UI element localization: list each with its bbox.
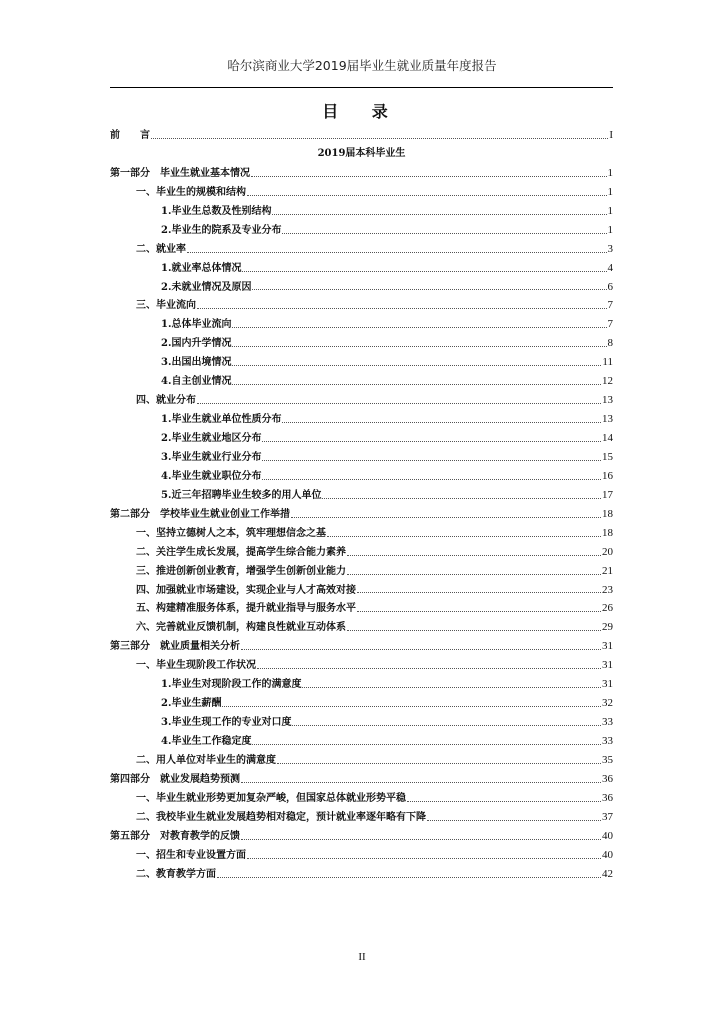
toc-entry[interactable] [110,467,613,486]
leader-dots [357,584,601,593]
toc-entry-page: 23 [602,583,613,596]
toc-entry-label: 二、关注学生成长发展，提高学生综合能力素养 [136,546,346,558]
toc-entry[interactable] [110,240,613,259]
toc-entry-page: 36 [602,772,613,785]
leader-dots [277,755,601,764]
toc-entry-page: 33 [602,716,613,729]
toc-entry-page: 17 [602,488,613,501]
toc-entry-label: 1.毕业生就业单位性质分布 [161,414,282,426]
toc-entry[interactable] [110,505,613,524]
leader-dots [282,225,606,234]
toc-entry-page: 37 [602,810,613,823]
leader-dots [252,736,601,745]
leader-dots [407,793,601,802]
toc-entry[interactable] [110,410,613,429]
toc-entry-label: 3.毕业生就业行业分布 [161,451,262,463]
toc-entry[interactable] [110,315,613,334]
toc-entry-label: 前 言 [110,130,150,141]
toc-entry-label: 第二部分 学校毕业生就业创业工作举措 [110,508,290,520]
leader-dots [262,433,601,442]
toc-entry[interactable] [110,543,613,562]
toc-entry-page: 13 [602,394,613,407]
toc-entry-page: 18 [602,526,613,539]
leader-dots [232,376,601,385]
toc-entry-page: 13 [602,413,613,426]
header-divider [110,87,613,88]
toc-entry[interactable] [110,486,613,505]
leader-dots [241,641,601,650]
toc-entry-page: 1 [607,166,613,179]
leader-dots [282,414,601,423]
toc-entry-page: 18 [602,507,613,520]
toc-entry-label: 六、完善就业反馈机制，构建良性就业互动体系 [136,622,346,634]
leader-dots [247,187,607,196]
leader-dots [427,812,601,821]
toc-entry[interactable] [110,751,613,770]
toc-entry[interactable] [110,562,613,581]
leader-dots [222,698,601,707]
table-of-contents [110,126,613,884]
toc-entry-page: 11 [602,356,613,369]
toc-entry-page: 31 [602,659,613,672]
toc-entry-label: 1.毕业生对现阶段工作的满意度 [161,679,302,691]
toc-entry[interactable] [110,448,613,467]
leader-dots [257,660,601,669]
toc-entry[interactable] [110,827,613,846]
toc-entry[interactable] [110,846,613,865]
toc-entry-label: 四、就业分布 [136,395,196,407]
toc-entry[interactable] [110,221,613,240]
toc-entry-page: 7 [607,299,613,312]
leader-dots [291,509,601,518]
toc-title: 目 录 [322,102,402,121]
toc-entry-label: 5.近三年招聘毕业生较多的用人单位 [161,489,322,501]
leader-dots [217,869,601,878]
toc-entry-page: 40 [602,848,613,861]
leader-dots [302,679,601,688]
toc-entry[interactable] [110,259,613,278]
running-header: 哈尔滨商业大学2019届毕业生就业质量年度报告 [227,58,497,73]
toc-entry-label: 一、毕业生的规模和结构 [136,186,246,198]
leader-dots [322,490,601,499]
toc-entry-page: 1 [607,223,613,236]
toc-entry-label: 第一部分 毕业生就业基本情况 [110,167,250,179]
toc-entry[interactable] [110,296,613,315]
toc-entry-label: 3.出国出境情况 [161,357,232,369]
toc-entry-page: 14 [602,432,613,444]
toc-entry[interactable] [110,618,613,637]
toc-entry[interactable] [110,164,613,183]
leader-dots [251,168,607,177]
leader-dots [232,338,606,347]
toc-entry-label: 4.毕业生工作稳定度 [161,736,252,747]
leader-dots [187,244,607,253]
leader-dots [357,603,601,612]
toc-entry-preface[interactable] [110,126,613,145]
leader-dots [197,395,601,404]
toc-entry-label: 三、推进创新创业教育，增强学生创新创业能力 [136,565,346,577]
toc-entry-label: 一、坚持立德树人之本，筑牢理想信念之基 [136,527,326,539]
toc-entry-label: 2.毕业生薪酬 [161,698,222,710]
toc-entry-label: 2.国内升学情况 [161,338,232,350]
toc-entry[interactable] [110,770,613,789]
toc-entry[interactable] [110,581,613,600]
leader-dots [347,566,601,575]
leader-dots [347,547,601,556]
toc-entry-label: 二、用人单位对毕业生的满意度 [136,754,276,766]
toc-entry-page: 36 [602,791,613,804]
toc-entry-label: 二、就业率 [136,243,186,255]
toc-entry[interactable] [110,865,613,884]
leader-dots [292,717,601,726]
toc-entry-label: 2.毕业生就业地区分布 [161,433,262,444]
toc-entry-label: 4.自主创业情况 [161,376,232,388]
toc-entry[interactable] [110,675,613,694]
toc-entry-label: 三、毕业流向 [136,300,196,312]
leader-dots [262,471,601,480]
toc-entry-label: 五、构建精准服务体系，提升就业指导与服务水平 [136,603,356,615]
leader-dots [252,281,606,290]
toc-entry[interactable] [110,334,613,353]
toc-entry-label: 1.总体毕业流向 [161,319,232,331]
toc-entry-label: 2.毕业生的院系及专业分布 [161,224,282,236]
toc-entry[interactable] [110,202,613,221]
toc-entry-label: 一、毕业生现阶段工作状况 [136,660,256,672]
toc-entry-label: 第四部分 就业发展趋势预测 [110,773,240,785]
toc-entry[interactable] [110,694,613,713]
toc-entry[interactable] [110,713,613,732]
toc-entry-page: 1 [607,185,613,198]
section-heading: 2019届本科毕业生 [317,147,406,159]
toc-entry-page: 12 [602,375,613,388]
leader-dots [242,263,606,272]
toc-entry-label: 二、教育教学方面 [136,868,216,880]
toc-entry-page: 6 [607,280,613,293]
toc-entry-page: 40 [602,829,613,842]
leader-dots [247,850,601,859]
toc-entry[interactable] [110,599,613,618]
toc-entry-page: 42 [602,867,613,880]
toc-entry-page: 31 [602,678,613,691]
toc-entry-page: 35 [602,753,613,766]
toc-entry-page: 29 [602,621,613,634]
page-number: II [358,951,366,963]
toc-entry[interactable] [110,278,613,297]
leader-dots [197,300,607,309]
leader-dots [241,774,601,783]
toc-entry[interactable] [110,353,613,372]
toc-entry-page: 33 [602,735,613,747]
leader-dots [262,452,601,461]
toc-entry[interactable] [110,372,613,391]
toc-entry-page: 31 [602,640,613,653]
toc-entry-page: I [609,129,613,141]
toc-entry-label: 4.毕业生就业职位分布 [161,470,262,482]
leader-dots [327,528,601,537]
toc-entry-label: 一、招生和专业设置方面 [136,849,246,861]
toc-entry-page: 1 [607,204,613,217]
leader-dots [232,319,606,328]
toc-entry-page: 15 [602,450,613,463]
toc-entry-label: 第三部分 就业质量相关分析 [110,641,240,653]
toc-entry-list [110,164,613,884]
toc-entry-label: 第五部分 对教育教学的反馈 [110,830,240,842]
leader-dots [272,206,606,215]
toc-entry-page: 3 [607,242,613,255]
toc-entry-page: 8 [607,337,613,350]
toc-entry-label: 1.就业率总体情况 [161,262,242,274]
leader-dots [232,357,601,366]
toc-entry-page: 32 [602,697,613,710]
toc-entry[interactable] [110,789,613,808]
toc-entry[interactable] [110,637,613,656]
toc-entry-page: 21 [602,564,613,577]
leader-dots [347,622,601,631]
toc-entry-label: 3.毕业生现工作的专业对口度 [161,717,292,729]
toc-entry[interactable] [110,732,613,751]
leader-dots [241,831,601,840]
toc-entry-label: 一、毕业生就业形势更加复杂严峻，但国家总体就业形势平稳 [136,792,406,804]
toc-entry-label: 二、我校毕业生就业发展趋势相对稳定，预计就业率逐年略有下降 [136,811,426,823]
toc-entry-page: 16 [602,469,613,482]
leader-dots [151,130,608,139]
toc-entry[interactable] [110,391,613,410]
toc-entry-label: 1.毕业生总数及性别结构 [161,205,272,217]
toc-entry-page: 4 [607,261,613,274]
toc-entry-label: 2.未就业情况及原因 [161,281,252,293]
toc-entry[interactable] [110,429,613,448]
toc-entry-page: 7 [607,318,613,331]
toc-entry[interactable] [110,656,613,675]
toc-entry[interactable] [110,524,613,543]
toc-entry[interactable] [110,808,613,827]
toc-entry[interactable] [110,183,613,202]
toc-entry-label: 四、加强就业市场建设，实现企业与人才高效对接 [136,584,356,596]
toc-entry-page: 26 [602,602,613,615]
toc-entry-page: 20 [602,545,613,558]
